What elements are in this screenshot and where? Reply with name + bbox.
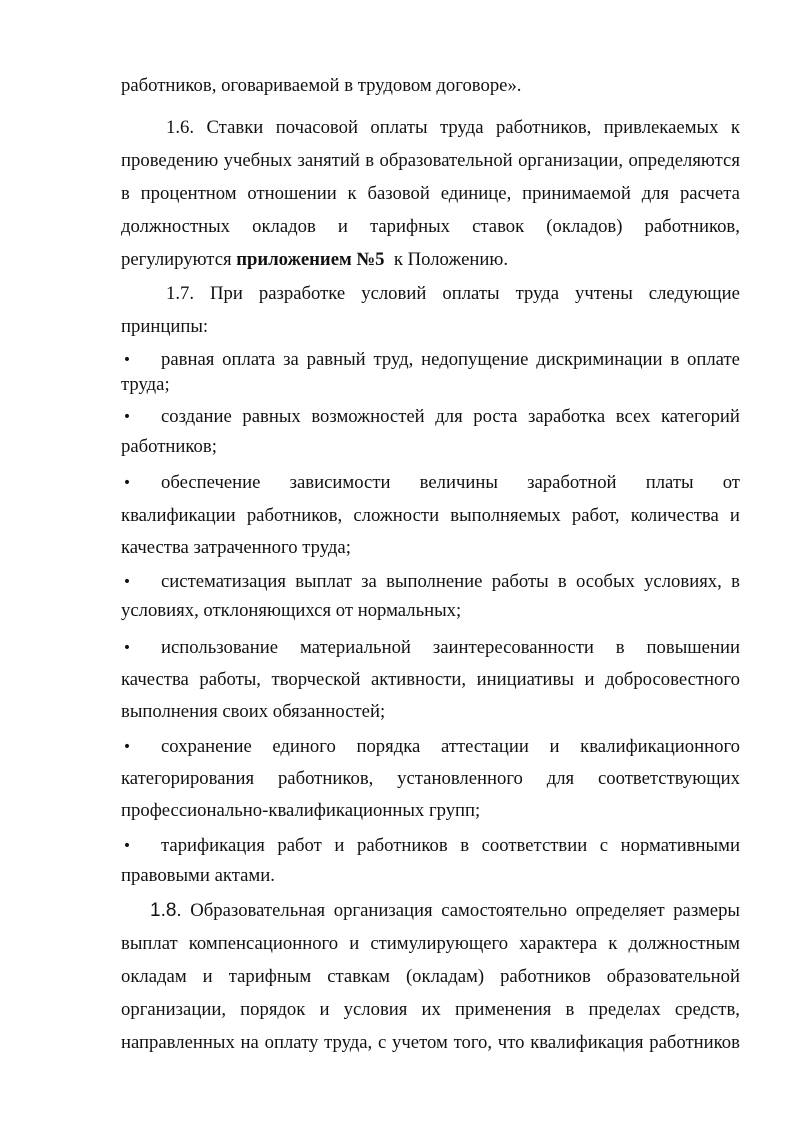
text-line [121,965,740,989]
word: организации, [121,999,226,1020]
word: недопущение [421,349,529,370]
text-line [121,74,521,98]
clause-number: 1.6. [166,117,195,138]
word: занятий [297,150,360,171]
word: установленного [397,768,523,789]
word: средств, [674,999,740,1020]
text-line [121,998,740,1022]
text-line [121,248,508,272]
word: равный [306,349,366,370]
word: должностных [121,216,231,237]
text-line [121,182,740,206]
word: работников [649,1032,740,1053]
text-line [121,668,740,692]
word: оплата [222,349,276,370]
word: отношении [247,183,337,204]
word: и [337,216,348,237]
word: категорий [660,406,740,427]
word: инициативы [476,669,574,690]
word: единице, [440,183,512,204]
word: определяет [575,900,665,921]
word: определяются [628,150,740,171]
word: актами. [214,865,275,886]
word: регулируются [121,249,232,270]
word: условиях, [644,571,722,592]
word: и [729,505,740,526]
bullet-item-3 [161,471,740,495]
word: принимаемой [522,183,631,204]
word: аттестации [440,736,529,757]
word: учебных [223,150,293,171]
word: для [546,768,575,789]
bullet-icon: • [122,739,132,755]
word: обеспечение [161,472,261,493]
word: организации, [518,150,624,171]
word: категорирования [121,768,255,789]
word: направленных [121,1032,235,1053]
word: возможностей [311,406,425,427]
word: тарифным [228,966,312,987]
word: квалификация [530,1032,644,1053]
text-line [121,864,275,888]
word: в [615,637,625,658]
word: условий [361,283,427,304]
word: заработка [527,406,606,427]
word: оплате [687,349,740,370]
word: принципы: [121,316,209,337]
word: базовой [367,183,430,204]
word: и [349,933,360,954]
text-line [121,149,740,173]
word: в [344,75,354,96]
word: тарификация [161,835,265,856]
bullet-item-5 [161,636,740,660]
word: качества [121,537,189,558]
word: того, [453,1032,493,1053]
paragraph-1-8-start [150,899,740,923]
word: образовательной [379,150,513,171]
word: в [460,835,470,856]
word: их [421,999,441,1020]
word: образовательной [606,966,740,987]
text-line [121,767,740,791]
word: проведению [121,150,219,171]
text-line [121,215,740,239]
word: что [497,1032,525,1053]
word: работ, [571,505,620,526]
word: работников [356,835,448,856]
word: учтены [575,283,633,304]
word: должностным [628,933,740,954]
word: использование [161,637,279,658]
word: работников, [644,216,740,237]
word: создание [161,406,232,427]
word: и [549,736,560,757]
word: для [435,406,463,427]
word: работников, [121,75,217,96]
word: работников [500,966,591,987]
word: учетом [392,1032,448,1053]
word: за [283,349,299,370]
clause-number: 1.7. [166,283,195,304]
text-line [121,315,208,339]
word: квалификационного [580,736,740,757]
word: заработной [527,472,617,493]
word: систематизация [161,571,286,592]
word: своих [222,701,269,722]
word: работ [277,835,322,856]
word: для [641,183,670,204]
word: величины [419,472,498,493]
bullet-icon: • [122,475,132,491]
paragraph-1-7-start [166,282,740,306]
word: самостоятельно [441,900,568,921]
word: заинтересованности [432,637,594,658]
word: труда; [121,374,170,395]
word: применения [455,999,552,1020]
word: Образовательная [190,900,326,921]
word: всех [615,406,651,427]
word: равная [161,349,215,370]
word: работников, [277,768,374,789]
word: стимулирующего [370,933,509,954]
word: отклоняющихся [203,600,332,621]
word: условия [343,999,408,1020]
text-line [121,599,461,623]
word: равных [242,406,301,427]
word: материальной [299,637,411,658]
word: нормальных; [357,600,462,621]
word: договоре». [436,75,522,96]
word: труда [515,283,560,304]
word: трудовом [357,75,432,96]
word: оплату [264,1032,319,1053]
word: ставок [472,216,525,237]
word: окладам [121,966,187,987]
text-line [121,435,217,459]
word: к [347,183,357,204]
word: порядок [240,999,306,1020]
word: обязанностей; [272,701,386,722]
word: количества [630,505,719,526]
text-line [121,536,351,560]
word: квалификации [121,505,236,526]
word: труда [440,117,484,138]
word: профессионально-квалификационных [121,800,425,821]
word: (окладам) [405,966,485,987]
word: работы [491,571,549,592]
appendix-reference: приложением №5 [236,249,385,270]
word: пределах [588,999,661,1020]
word: процентном [140,183,237,204]
bullet-icon: • [122,640,132,656]
word: качества [121,669,189,690]
word: размеры [673,900,740,921]
word: единого [272,736,336,757]
bullet-icon: • [122,838,132,854]
word: от [722,472,740,493]
word: и [202,966,213,987]
word: труда; [302,537,351,558]
word: выплат [121,933,178,954]
word: в [565,999,575,1020]
word: на [240,1032,259,1053]
word: следующие [648,283,740,304]
word: (окладов) [546,216,623,237]
word: тарифных [369,216,451,237]
word: платы [645,472,694,493]
word: в [557,571,567,592]
word: роста [473,406,518,427]
paragraph-1-6-start [166,116,740,140]
word: нормативными [620,835,740,856]
bullet-item-1 [161,348,740,372]
word: в [365,150,375,171]
word: к [608,933,618,954]
bullet-icon: • [122,409,132,425]
text-line [121,700,385,724]
word: Ставки [206,117,264,138]
word: выплат [295,571,352,592]
word: в [731,571,740,592]
word: от [335,600,354,621]
word: творческой [271,669,361,690]
word: соответствующих [597,768,740,789]
word: выполнение [386,571,483,592]
text-line [121,1031,740,1055]
word: и [319,999,330,1020]
word: разработке [258,283,346,304]
bullet-item-4 [161,570,740,594]
word: работников, [246,505,343,526]
word: труда, [324,1032,373,1053]
word: повышении [646,637,740,658]
word: с [377,1032,387,1053]
word: затраченного [193,537,298,558]
word: к Положению. [393,249,509,270]
text-line [121,799,480,823]
text-line [121,932,740,956]
word: При [210,283,243,304]
word: выполнения [121,701,218,722]
word: оплаты [442,283,500,304]
word: окладов [252,216,316,237]
word: работников, [495,117,592,138]
bullet-item-7 [161,834,740,858]
word: к [730,117,740,138]
word: в [121,183,130,204]
clause-number: 1.8. [150,900,182,921]
bullet-item-2 [161,405,740,429]
bullet-icon: • [122,574,132,590]
word: характера [519,933,598,954]
word: с [599,835,609,856]
text-line [121,504,740,528]
bullet-icon: • [122,352,132,368]
word: и [334,835,345,856]
word: зависимости [289,472,391,493]
word: особых [575,571,635,592]
word: порядка [356,736,421,757]
word: почасовой [275,117,358,138]
bullet-item-6 [161,735,740,759]
word: выполняемых [450,505,561,526]
word: компенсационного [188,933,339,954]
word: труд, [373,349,414,370]
word: и [584,669,595,690]
word: групп; [428,800,481,821]
word: ставкам [327,966,390,987]
word: добросовестного [604,669,740,690]
word: правовыми [121,865,210,886]
word: работников; [121,436,217,457]
word: соответствии [481,835,588,856]
word: условиях, [121,600,199,621]
word: сохранение [161,736,252,757]
word: дискриминации [536,349,663,370]
word: сложности [353,505,440,526]
text-line [121,373,170,397]
word: привлекаемых [603,117,719,138]
word: работы, [199,669,261,690]
word: активности, [371,669,467,690]
word: расчета [679,183,740,204]
word: за [361,571,377,592]
word: в [670,349,680,370]
word: оговариваемой [221,75,340,96]
word: оплаты [370,117,428,138]
word: организация [333,900,433,921]
